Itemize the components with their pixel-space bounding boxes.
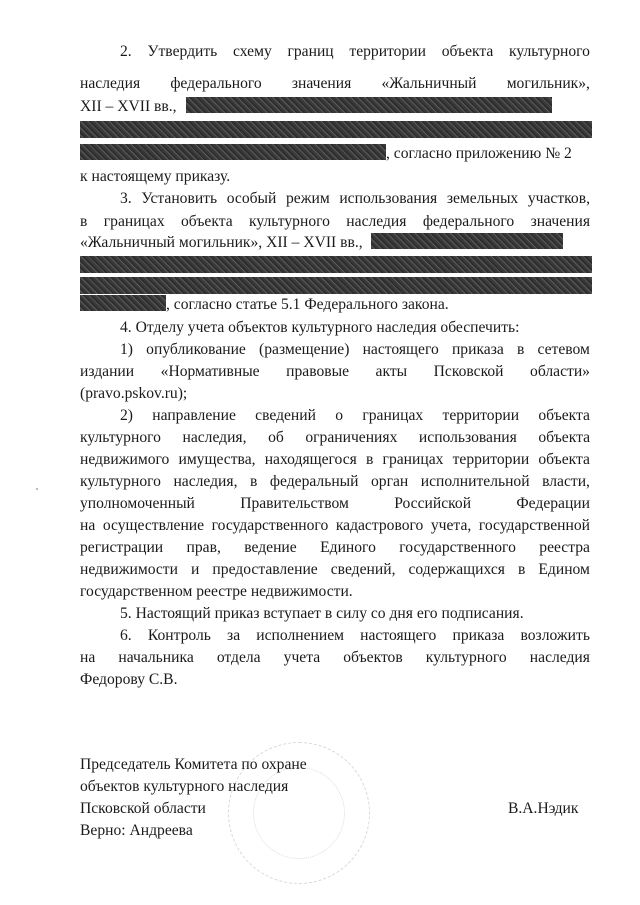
word: находящегося: [264, 451, 357, 468]
word: орган: [371, 473, 409, 490]
item-2-line-1: [80, 41, 590, 62]
word: направление: [152, 407, 236, 424]
word: объекта: [538, 407, 590, 424]
word: в: [250, 473, 258, 490]
word: «Жальничный: [381, 75, 477, 92]
word: объекта: [538, 451, 590, 468]
word: власти,: [542, 473, 590, 490]
word: приказа: [451, 341, 504, 358]
word: на: [80, 649, 96, 666]
word: начальника: [118, 649, 194, 666]
word: предоставление: [212, 561, 318, 578]
word: использования: [418, 429, 517, 446]
redaction-block: [80, 144, 386, 160]
word: 1): [120, 341, 133, 358]
word: 2): [120, 407, 133, 424]
item-4-2-line-7: [80, 537, 590, 558]
item-4-1-line-3: (pravo.pskov.ru);: [80, 385, 188, 402]
word: отдела: [216, 649, 261, 666]
word: границ: [287, 43, 334, 60]
word: реестра: [539, 539, 590, 556]
word: опубликование: [146, 341, 246, 358]
item-6-line-2: [80, 647, 590, 668]
word: в: [80, 213, 88, 230]
redaction-block: [80, 277, 592, 294]
item-4-1-line-2: [80, 361, 590, 382]
item-3-object-name: «Жальничный могильник», XII – XVII вв.,: [80, 234, 363, 251]
word: границах: [362, 407, 424, 424]
word: государственного: [211, 517, 329, 534]
word: режим: [286, 190, 330, 207]
word: имущества,: [178, 451, 256, 468]
word: объектов: [343, 649, 403, 666]
word: культурного: [249, 213, 330, 230]
item-2-line-5: [80, 143, 590, 164]
word: регистрации: [80, 539, 164, 556]
word: использования: [339, 190, 438, 207]
item-5: 5. Настоящий приказ вступает в силу со дня его подписания.: [120, 605, 524, 622]
word: культурного: [509, 43, 590, 60]
word: Установить: [141, 190, 218, 207]
word: территории: [452, 451, 530, 468]
signatory-position-line-1: Председатель Комитета по охране: [80, 756, 307, 773]
word: издании: [80, 363, 135, 380]
word: сведений,: [330, 561, 396, 578]
word: схему: [233, 43, 272, 60]
signatory-name: В.А.Нэдик: [508, 800, 579, 817]
word: в: [366, 451, 374, 468]
word: содержащихся: [408, 561, 505, 578]
word: Утвердить: [147, 43, 218, 60]
word: территории: [349, 43, 426, 60]
word: Псковской: [433, 363, 504, 380]
word: значения: [530, 213, 590, 230]
item-3-line-5: [80, 294, 590, 315]
word: осуществление: [102, 517, 205, 534]
item-2-line-3: [80, 96, 590, 117]
word: федеральный: [269, 473, 359, 490]
word: наследия,: [182, 429, 247, 446]
word: и: [191, 561, 200, 578]
word: значения: [291, 75, 352, 92]
word: исполнительной: [420, 473, 530, 490]
word: государственной: [478, 517, 590, 534]
word: земельных: [446, 190, 519, 207]
item-3-law-ref: , согласно статье 5.1 Федерального закона.: [166, 296, 449, 313]
word: федерального: [170, 75, 262, 92]
word: участков,: [527, 190, 590, 207]
word: 2.: [120, 43, 132, 60]
word: акты: [375, 363, 408, 380]
item-6-line-3: Федорову С.В.: [80, 671, 178, 688]
word: границах: [103, 213, 165, 230]
word: 6.: [120, 627, 132, 644]
word: недвижимого: [80, 451, 170, 468]
item-2-date-range: XII – XVII вв.,: [80, 98, 177, 115]
item-2-line-2: [80, 73, 590, 94]
item-3-line-3: [80, 232, 590, 253]
word: прав,: [186, 539, 221, 556]
word: в: [517, 561, 526, 578]
item-4-heading: 4. Отделу учета объектов культурного наследия обеспечить:: [120, 319, 520, 336]
signatory-position-line-3: Псковской области: [80, 800, 206, 817]
signatory-position-line-2: объектов культурного наследия: [80, 778, 289, 795]
word: на: [80, 517, 96, 534]
word: приказа: [452, 627, 505, 644]
item-4-2-line-8: [80, 559, 590, 580]
item-6-line-1: [80, 625, 590, 646]
redaction-block: [80, 295, 166, 311]
item-2-appendix-ref: , согласно приложению № 2: [386, 145, 572, 162]
item-3-line-2: [80, 211, 590, 232]
item-4-2-line-4: [80, 471, 590, 492]
word: учета,: [430, 517, 472, 534]
word: области»: [530, 363, 590, 380]
word: сетевом: [537, 341, 590, 358]
word: культурного: [80, 429, 161, 446]
word: кадастрового: [335, 517, 424, 534]
word: наследия,: [173, 473, 238, 490]
word: исполнением: [256, 627, 345, 644]
item-4-2-line-3: [80, 449, 590, 470]
item-4-2-line-9: государственном реестре недвижимости.: [80, 583, 353, 600]
word: учета: [283, 649, 321, 666]
word: федерального: [422, 213, 515, 230]
redaction-block: [186, 97, 552, 113]
redaction-block: [80, 121, 592, 138]
word: об: [268, 429, 284, 446]
word: территории: [442, 407, 520, 424]
word: уполномоченный: [80, 495, 195, 512]
word: в: [516, 341, 525, 358]
word: недвижимости: [80, 561, 178, 578]
word: Правительством: [240, 495, 349, 512]
word: Единого: [320, 539, 376, 556]
scan-artifact: [36, 488, 38, 490]
word: объекта: [181, 213, 233, 230]
redaction-block: [80, 256, 592, 273]
item-4-1-line-1: [80, 339, 590, 360]
item-3-line-1: [80, 188, 590, 209]
word: настоящего: [360, 627, 437, 644]
item-4-2-line-1: [80, 405, 590, 426]
word: возложить: [520, 627, 590, 644]
item-4-2-line-5: [80, 493, 590, 514]
word: о: [335, 407, 344, 424]
word: особый: [226, 190, 277, 207]
word: наследия: [346, 213, 407, 230]
word: настоящего: [362, 341, 439, 358]
certified-copy-note: Верно: Андреева: [80, 822, 193, 839]
word: 3.: [120, 190, 132, 207]
word: Контроль: [147, 627, 211, 644]
item-2-line-6: к настоящему приказу.: [80, 168, 231, 185]
word: (размещение): [259, 341, 350, 358]
word: сведений: [255, 407, 316, 424]
word: могильник»,: [506, 75, 590, 92]
word: «Нормативные: [160, 363, 260, 380]
word: Едином: [538, 561, 590, 578]
word: культурного: [425, 649, 507, 666]
word: Российской: [394, 495, 472, 512]
word: границах: [382, 451, 444, 468]
word: культурного: [80, 473, 161, 490]
item-4-2-line-2: [80, 427, 590, 448]
item-4-2-line-6: [80, 515, 590, 536]
word: государственного: [399, 539, 516, 556]
word: объекта: [538, 429, 590, 446]
word: ограничениях: [305, 429, 398, 446]
word: ведение: [244, 539, 297, 556]
redaction-block: [371, 233, 563, 249]
word: наследия: [80, 75, 141, 92]
word: за: [227, 627, 241, 644]
word: Федерации: [516, 495, 590, 512]
word: правовые: [286, 363, 350, 380]
word: объекта: [441, 43, 494, 60]
word: наследия: [529, 649, 590, 666]
